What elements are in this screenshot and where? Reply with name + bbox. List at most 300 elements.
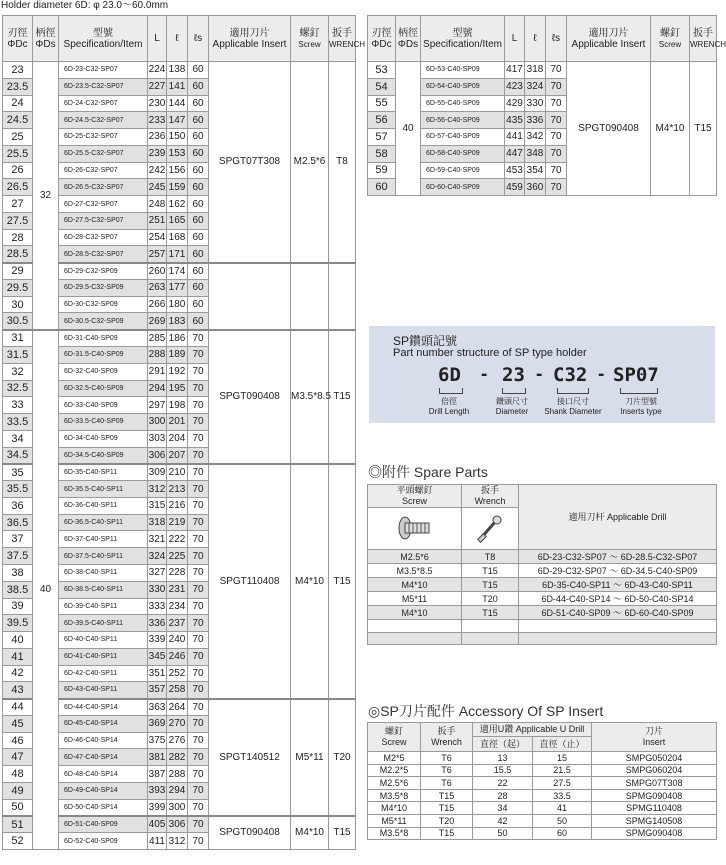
accessory-table <box>367 722 717 840</box>
diameter-cell: 25 <box>3 129 33 146</box>
ls-cell: 70 <box>188 481 209 498</box>
l1-cell: 168 <box>167 229 188 246</box>
diameter-cell: 58 <box>368 145 396 162</box>
diameter-cell: 59 <box>368 162 396 179</box>
label-shank-diameter: 接口尺寸 Shank Diameter <box>544 397 602 416</box>
l1-cell: 201 <box>167 414 188 431</box>
l1-cell: 246 <box>167 648 188 665</box>
ls-cell: 70 <box>188 833 209 850</box>
length-cell: 333 <box>148 598 167 615</box>
diameter-to-cell: 60 <box>533 827 592 840</box>
spec-cell: 6D-38-C40-SP11 <box>59 564 148 581</box>
wrench-icon <box>475 514 505 542</box>
l1-cell: 180 <box>167 296 188 313</box>
bracket-line <box>439 388 463 394</box>
insert-cell <box>209 263 291 330</box>
length-cell: 297 <box>148 397 167 414</box>
spec-cell: 6D-40-C40-SP11 <box>59 632 148 649</box>
applicable-drill-cell: 6D-44-C40-SP14 ～ 6D-50-C40-SP14 <box>519 592 717 606</box>
ls-cell: 70 <box>188 766 209 783</box>
l1-cell: 342 <box>525 129 546 146</box>
spec-cell: 6D-33-C40-SP09 <box>59 397 148 414</box>
diameter-cell: 29 <box>3 263 33 280</box>
diameter-cell: 23.5 <box>3 78 33 95</box>
length-cell: 263 <box>148 279 167 296</box>
l1-cell: 312 <box>167 833 188 850</box>
length-cell: 429 <box>505 95 525 112</box>
spec-cell: 6D-37-C40-SP11 <box>59 531 148 548</box>
length-cell: 245 <box>148 179 167 196</box>
length-cell: 285 <box>148 330 167 347</box>
diameter-to-cell: 15 <box>533 752 592 765</box>
length-cell: 336 <box>148 615 167 632</box>
l1-cell: 225 <box>167 548 188 565</box>
l1-cell: 141 <box>167 78 188 95</box>
ls-cell: 70 <box>546 145 567 162</box>
ls-cell: 70 <box>188 397 209 414</box>
diameter-cell: 31 <box>3 330 33 347</box>
ls-cell: 70 <box>188 715 209 732</box>
code-part-shank: C32 <box>553 364 588 386</box>
spare-header-screw: 平頭螺釘 Screw <box>368 485 462 508</box>
ls-cell: 70 <box>188 749 209 766</box>
header-wrench: 扳手 WRENCH <box>329 16 356 62</box>
insert-cell: SPGT090408 <box>209 330 291 464</box>
l1-cell: 171 <box>167 246 188 263</box>
ls-cell: 70 <box>188 380 209 397</box>
spec-cell: 6D-42-C40-SP11 <box>59 665 148 682</box>
diameter-cell: 31.5 <box>3 347 33 364</box>
spec-cell: 6D-39-C40-SP11 <box>59 598 148 615</box>
length-cell: 303 <box>148 430 167 447</box>
l1-cell: 222 <box>167 531 188 548</box>
ls-cell: 70 <box>188 665 209 682</box>
diameter-cell: 34 <box>3 430 33 447</box>
spec-cell: 6D-46-C40-SP14 <box>59 732 148 749</box>
spec-cell: 6D-47-C40-SP14 <box>59 749 148 766</box>
screw-cell <box>291 263 329 330</box>
length-cell: 306 <box>148 447 167 464</box>
length-cell: 339 <box>148 632 167 649</box>
diameter-cell: 46 <box>3 732 33 749</box>
ls-cell: 70 <box>188 531 209 548</box>
spec-cell: 6D-41-C40-SP11 <box>59 648 148 665</box>
l1-cell: 228 <box>167 564 188 581</box>
screw-cell: M4*10 <box>368 578 462 592</box>
diameter-cell: 39.5 <box>3 615 33 632</box>
spec-cell: 6D-23.5-C32-SP07 <box>59 78 148 95</box>
insert-cell: SMPG050204 <box>592 752 717 765</box>
length-cell: 351 <box>148 665 167 682</box>
length-cell: 435 <box>505 112 525 129</box>
screw-cell <box>368 632 462 645</box>
length-cell: 224 <box>148 62 167 79</box>
acc-header-insert: 刀片 Insert <box>592 723 717 752</box>
spec-cell: 6D-31-C40-SP09 <box>59 330 148 347</box>
length-cell: 369 <box>148 715 167 732</box>
header-l: L <box>148 16 167 62</box>
ls-cell: 70 <box>188 632 209 649</box>
l1-cell: 264 <box>167 699 188 716</box>
spec-cell: 6D-33.5-C40-SP09 <box>59 414 148 431</box>
accessory-title: ◎SP刀片配件 Accessory Of SP Insert <box>368 703 604 719</box>
spec-cell: 6D-52-C40-SP09 <box>59 833 148 850</box>
ls-cell: 70 <box>188 414 209 431</box>
l1-cell: 219 <box>167 514 188 531</box>
length-cell: 330 <box>148 581 167 598</box>
ls-cell: 70 <box>188 782 209 799</box>
diameter-cell: 48 <box>3 766 33 783</box>
diameter-cell: 47 <box>3 749 33 766</box>
ls-cell: 70 <box>188 564 209 581</box>
spec-cell: 6D-26.5-C32-SP07 <box>59 179 148 196</box>
screw-cell: M4*10 <box>368 606 462 620</box>
wrench-cell: T15 <box>690 62 717 196</box>
diameter-from-cell: 34 <box>473 802 533 815</box>
length-cell: 257 <box>148 246 167 263</box>
spec-cell: 6D-30-C32-SP09 <box>59 296 148 313</box>
wrench-cell: T15 <box>421 802 473 815</box>
applicable-drill-cell: 6D-23-C32-SP07 ～ 6D-28.5-C32-SP07 <box>519 550 717 564</box>
header-screw: 螺釘 Screw <box>291 16 329 62</box>
l1-cell: 207 <box>167 447 188 464</box>
l1-cell: 348 <box>525 145 546 162</box>
diameter-cell: 27.5 <box>3 212 33 229</box>
applicable-drill-cell <box>519 632 717 645</box>
spec-cell: 6D-34-C40-SP09 <box>59 430 148 447</box>
applicable-drill-cell: 6D-51-C40-SP09 ～ 6D-60-C40-SP09 <box>519 606 717 620</box>
screw-image <box>368 508 462 550</box>
spec-cell: 6D-49-C40-SP14 <box>59 782 148 799</box>
ls-cell: 70 <box>546 62 567 79</box>
header-l1: ℓ <box>525 16 546 62</box>
left-spec-table <box>2 15 365 850</box>
code-dash: - <box>598 364 605 385</box>
diameter-from-cell: 22 <box>473 777 533 790</box>
diameter-cell: 24 <box>3 95 33 112</box>
diameter-cell: 26 <box>3 162 33 179</box>
diameter-to-cell: 27.5 <box>533 777 592 790</box>
spec-cell: 6D-59-C40-SP09 <box>421 162 505 179</box>
l1-cell: 231 <box>167 581 188 598</box>
ls-cell: 70 <box>188 363 209 380</box>
length-cell: 312 <box>148 481 167 498</box>
spec-cell: 6D-37.5-C40-SP11 <box>59 548 148 565</box>
diameter-cell: 53 <box>368 62 396 79</box>
ls-cell: 70 <box>188 464 209 481</box>
insert-cell: SMPG07T308 <box>592 777 717 790</box>
diameter-cell: 41 <box>3 648 33 665</box>
table-row <box>368 592 717 606</box>
length-cell: 459 <box>505 179 525 196</box>
diameter-cell: 38 <box>3 564 33 581</box>
length-cell: 227 <box>148 78 167 95</box>
diameter-cell: 34.5 <box>3 447 33 464</box>
length-cell: 453 <box>505 162 525 179</box>
l1-cell: 288 <box>167 766 188 783</box>
diameter-cell: 24.5 <box>3 112 33 129</box>
diameter-cell: 35 <box>3 464 33 481</box>
l1-cell: 336 <box>525 112 546 129</box>
spec-cell: 6D-27.5-C32-SP07 <box>59 212 148 229</box>
wrench-cell: T20 <box>329 699 356 816</box>
screw-cell: M4*10 <box>291 464 329 699</box>
spec-cell: 6D-35.5-C40-SP11 <box>59 481 148 498</box>
screw-cell: M4*10 <box>291 816 329 850</box>
diameter-cell: 23 <box>3 62 33 79</box>
l1-cell: 318 <box>525 62 546 79</box>
diameter-cell: 30.5 <box>3 313 33 330</box>
table-row <box>368 752 717 765</box>
spec-cell: 6D-32-C40-SP09 <box>59 363 148 380</box>
l1-cell: 330 <box>525 95 546 112</box>
l1-cell: 213 <box>167 481 188 498</box>
l1-cell: 144 <box>167 95 188 112</box>
length-cell: 345 <box>148 648 167 665</box>
screw-cell: M5*11 <box>291 699 329 816</box>
diameter-from-cell: 13 <box>473 752 533 765</box>
spec-cell: 6D-25.5-C32-SP07 <box>59 145 148 162</box>
ls-cell: 70 <box>188 648 209 665</box>
spec-cell: 6D-43-C40-SP11 <box>59 682 148 699</box>
diameter-cell: 50 <box>3 799 33 816</box>
ls-cell: 60 <box>188 95 209 112</box>
l1-cell: 306 <box>167 816 188 833</box>
spec-cell: 6D-34.5-C40-SP09 <box>59 447 148 464</box>
spec-cell: 6D-29-C32-SP09 <box>59 263 148 280</box>
length-cell: 236 <box>148 129 167 146</box>
l1-cell: 300 <box>167 799 188 816</box>
screw-cell: M3.5*8.5 <box>291 330 329 464</box>
l1-cell: 354 <box>525 162 546 179</box>
length-cell: 393 <box>148 782 167 799</box>
length-cell: 251 <box>148 212 167 229</box>
spec-cell: 6D-53-C40-SP09 <box>421 62 505 79</box>
spare-header-wrench: 扳手 Wrench <box>462 485 519 508</box>
bracket-line <box>557 388 589 394</box>
ls-cell: 70 <box>546 78 567 95</box>
diameter-to-cell: 21.5 <box>533 764 592 777</box>
spec-cell: 6D-27-C32-SP07 <box>59 196 148 213</box>
length-cell: 324 <box>148 548 167 565</box>
spare-parts-table <box>367 484 717 645</box>
spec-cell: 6D-44-C40-SP14 <box>59 699 148 716</box>
length-cell: 288 <box>148 347 167 364</box>
spec-cell: 6D-51-C40-SP09 <box>59 816 148 833</box>
l1-cell: 150 <box>167 129 188 146</box>
table-row <box>368 777 717 790</box>
shank-diameter-cell: 32 <box>33 62 59 330</box>
ls-cell: 70 <box>188 682 209 699</box>
l1-cell: 324 <box>525 78 546 95</box>
ls-cell: 70 <box>188 598 209 615</box>
diameter-cell: 32.5 <box>3 380 33 397</box>
length-cell: 363 <box>148 699 167 716</box>
shank-diameter-cell: 40 <box>33 330 59 850</box>
table-row <box>368 578 717 592</box>
ls-cell: 60 <box>188 313 209 330</box>
wrench-cell: T15 <box>329 330 356 464</box>
l1-cell: 189 <box>167 347 188 364</box>
screw-cell: M5*11 <box>368 592 462 606</box>
spec-cell: 6D-56-C40-SP09 <box>421 112 505 129</box>
wrench-cell: T15 <box>462 564 519 578</box>
ls-cell: 60 <box>188 212 209 229</box>
length-cell: 248 <box>148 196 167 213</box>
spec-cell: 6D-50-C40-SP14 <box>59 799 148 816</box>
spec-cell: 6D-28-C32-SP07 <box>59 229 148 246</box>
spec-cell: 6D-30.5-C32-SP09 <box>59 313 148 330</box>
header-ds: 柄徑 ΦDs <box>396 16 421 62</box>
length-cell: 239 <box>148 145 167 162</box>
diameter-from-cell: 50 <box>473 827 533 840</box>
header-spec: 型號 Specification/Item <box>421 16 505 62</box>
ls-cell: 60 <box>188 263 209 280</box>
spec-cell: 6D-55-C40-SP09 <box>421 95 505 112</box>
l1-cell: 252 <box>167 665 188 682</box>
label-diameter: 鑽頭尺寸 Diameter <box>495 397 529 416</box>
diameter-cell: 57 <box>368 129 396 146</box>
diameter-cell: 38.5 <box>3 581 33 598</box>
length-cell: 375 <box>148 732 167 749</box>
header-l: L <box>505 16 525 62</box>
spec-cell: 6D-39.5-C40-SP11 <box>59 615 148 632</box>
diameter-cell: 28 <box>3 229 33 246</box>
header-dc: 刃徑 ΦDc <box>368 16 396 62</box>
spec-cell: 6D-24-C32-SP07 <box>59 95 148 112</box>
diameter-cell: 39 <box>3 598 33 615</box>
ls-cell: 60 <box>188 145 209 162</box>
spec-cell: 6D-32.5-C40-SP09 <box>59 380 148 397</box>
length-cell: 242 <box>148 162 167 179</box>
wrench-cell: T15 <box>329 816 356 850</box>
ls-cell: 70 <box>188 347 209 364</box>
spec-cell: 6D-58-C40-SP09 <box>421 145 505 162</box>
table-row <box>368 564 717 578</box>
wrench-cell <box>462 620 519 633</box>
diameter-cell: 36 <box>3 497 33 514</box>
code-dash: - <box>481 364 488 385</box>
code-part-insert-type: SP07 <box>613 364 659 386</box>
length-cell: 423 <box>505 78 525 95</box>
l1-cell: 237 <box>167 615 188 632</box>
spec-cell: 6D-36.5-C40-SP11 <box>59 514 148 531</box>
length-cell: 417 <box>505 62 525 79</box>
applicable-drill-cell <box>519 620 717 633</box>
right-spec-table <box>367 15 726 196</box>
applicable-drill-cell: 6D-29-C32-SP07 ～ 6D-34.5-C40-SP09 <box>519 564 717 578</box>
length-cell: 387 <box>148 766 167 783</box>
table-row <box>368 550 717 564</box>
ls-cell: 60 <box>188 129 209 146</box>
length-cell: 230 <box>148 95 167 112</box>
ls-cell: 70 <box>188 514 209 531</box>
diameter-cell: 28.5 <box>3 246 33 263</box>
wrench-cell: T15 <box>462 606 519 620</box>
ls-cell: 60 <box>188 162 209 179</box>
header-insert: 適用刀片 Applicable Insert <box>567 16 651 62</box>
spec-cell: 6D-31.5-C40-SP09 <box>59 347 148 364</box>
diameter-from-cell: 15.5 <box>473 764 533 777</box>
ls-cell: 70 <box>546 112 567 129</box>
ls-cell: 60 <box>188 62 209 79</box>
diameter-cell: 29.5 <box>3 279 33 296</box>
header-ls: ℓs <box>546 16 567 62</box>
wrench-cell: T15 <box>329 464 356 699</box>
spec-cell: 6D-36-C40-SP11 <box>59 497 148 514</box>
wrench-cell: T15 <box>462 578 519 592</box>
bracket-line <box>502 388 526 394</box>
diameter-cell: 32 <box>3 363 33 380</box>
table-row <box>368 827 717 840</box>
diameter-cell: 27 <box>3 196 33 213</box>
l1-cell: 276 <box>167 732 188 749</box>
ls-cell: 70 <box>188 699 209 716</box>
table-row <box>368 802 717 815</box>
ls-cell: 70 <box>546 95 567 112</box>
header-ds: 柄徑 ΦDs <box>33 16 59 62</box>
screw-cell: M3.5*8 <box>368 827 421 840</box>
acc-header-drill: 適用U鑽 Applicable U Drill <box>473 723 592 737</box>
l1-cell: 156 <box>167 162 188 179</box>
length-cell: 381 <box>148 749 167 766</box>
spec-cell: 6D-45-C40-SP14 <box>59 715 148 732</box>
ls-cell: 70 <box>546 179 567 196</box>
code-part-diameter: 23 <box>502 364 525 386</box>
l1-cell: 147 <box>167 112 188 129</box>
screw-cell: M2.5*6 <box>291 62 329 263</box>
header-ls: ℓs <box>188 16 209 62</box>
length-cell: 321 <box>148 531 167 548</box>
diameter-cell: 51 <box>3 816 33 833</box>
length-cell: 294 <box>148 380 167 397</box>
part-number-structure-panel <box>369 326 715 423</box>
screw-cell: M2.5*6 <box>368 550 462 564</box>
length-cell: 318 <box>148 514 167 531</box>
length-cell: 291 <box>148 363 167 380</box>
header-screw: 螺釘 Screw <box>651 16 690 62</box>
l1-cell: 177 <box>167 279 188 296</box>
diameter-cell: 33 <box>3 397 33 414</box>
length-cell: 411 <box>148 833 167 850</box>
spec-cell: 6D-25-C32-SP07 <box>59 129 148 146</box>
l1-cell: 294 <box>167 782 188 799</box>
ls-cell: 70 <box>188 615 209 632</box>
screw-cell: M3.5*8 <box>368 789 421 802</box>
spare-parts-title: ◎附件 Spare Parts <box>368 464 488 480</box>
ls-cell: 70 <box>546 129 567 146</box>
table-row <box>368 62 717 79</box>
spec-cell: 6D-54-C40-SP09 <box>421 78 505 95</box>
spec-cell: 6D-57-C40-SP09 <box>421 129 505 146</box>
insert-cell: SPGT110408 <box>209 464 291 699</box>
header-wrench: 扳手 WRENCH <box>690 16 717 62</box>
spec-cell: 6D-35-C40-SP11 <box>59 464 148 481</box>
wrench-cell: T8 <box>329 62 356 263</box>
length-cell: 300 <box>148 414 167 431</box>
diameter-cell: 25.5 <box>3 145 33 162</box>
length-cell: 357 <box>148 682 167 699</box>
l1-cell: 195 <box>167 380 188 397</box>
l1-cell: 258 <box>167 682 188 699</box>
screw-cell: M2*5 <box>368 752 421 765</box>
screw-cell: M4*10 <box>368 802 421 815</box>
diameter-cell: 33.5 <box>3 414 33 431</box>
screw-icon <box>395 514 435 542</box>
ls-cell: 70 <box>188 330 209 347</box>
ls-cell: 60 <box>188 279 209 296</box>
l1-cell: 240 <box>167 632 188 649</box>
